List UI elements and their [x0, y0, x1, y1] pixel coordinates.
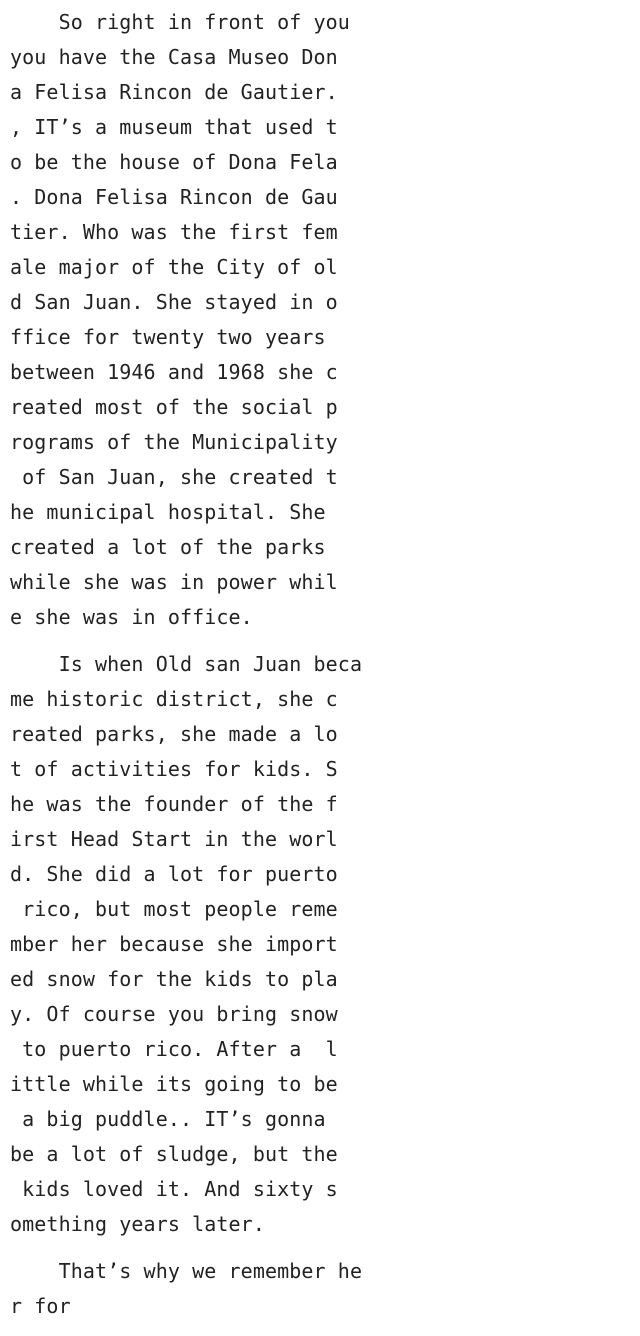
text-line: he municipal hospital. She [10, 500, 326, 524]
text-line: , IT’s a museum that used t [10, 115, 338, 139]
text-line: irst Head Start in the worl [10, 827, 338, 851]
text-line: to puerto rico. After a l [10, 1037, 338, 1061]
text-line: me historic district, she c [10, 687, 338, 711]
text-line: between 1946 and 1968 she c [10, 360, 338, 384]
paragraph-1 [10, 5, 630, 635]
text-line: rico, but most people reme [10, 897, 338, 921]
text-line: a Felisa Rincon de Gautier. [10, 80, 338, 104]
text-line: ittle while its going to be [10, 1072, 338, 1096]
text-line: That’s why we remember he [10, 1259, 363, 1283]
text-line: o be the house of Dona Fela [10, 150, 338, 174]
text-line: d San Juan. She stayed in o [10, 290, 338, 314]
text-line: ed snow for the kids to pla [10, 967, 338, 991]
text-line: omething years later. [10, 1212, 265, 1236]
text-line: mber her because she import [10, 932, 338, 956]
text-line: r for [10, 1294, 71, 1318]
text-line: kids loved it. And sixty s [10, 1177, 338, 1201]
text-line: y. Of course you bring snow [10, 1002, 338, 1026]
text-line: a big puddle.. IT’s gonna [10, 1107, 326, 1131]
paragraph-3 [10, 1254, 630, 1324]
text-line: e she was in office. [10, 605, 253, 629]
document-page [10, 5, 630, 1336]
text-line: . Dona Felisa Rincon de Gau [10, 185, 338, 209]
text-line: while she was in power whil [10, 570, 338, 594]
text-line: So right in front of you [10, 10, 350, 34]
text-line: rograms of the Municipality [10, 430, 338, 454]
text-line: of San Juan, she created t [10, 465, 338, 489]
text-line: ffice for twenty two years [10, 325, 326, 349]
paragraph-2 [10, 647, 630, 1242]
text-line: d. She did a lot for puerto [10, 862, 338, 886]
text-line: reated parks, she made a lo [10, 722, 338, 746]
text-line: t of activities for kids. S [10, 757, 338, 781]
text-line: created a lot of the parks [10, 535, 326, 559]
text-line: he was the founder of the f [10, 792, 338, 816]
text-line: tier. Who was the first fem [10, 220, 338, 244]
text-line: be a lot of sludge, but the [10, 1142, 338, 1166]
text-line: Is when Old san Juan beca [10, 652, 363, 676]
text-line: reated most of the social p [10, 395, 338, 419]
text-line: ale major of the City of ol [10, 255, 338, 279]
text-line: you have the Casa Museo Don [10, 45, 338, 69]
